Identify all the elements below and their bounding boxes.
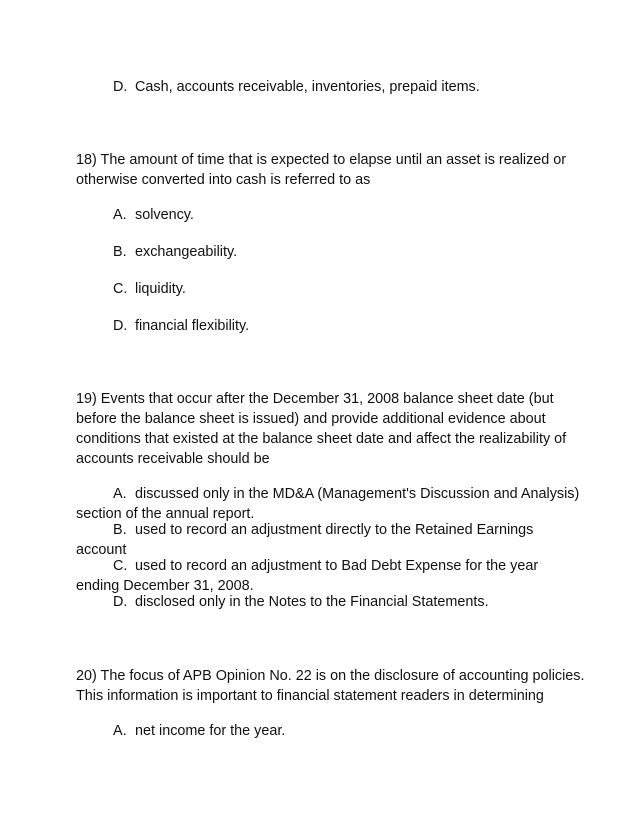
q19-stem-line-2: before the balance sheet is issued) and provide additional evidence about <box>76 411 546 427</box>
option-text: disclosed only in the Notes to the Financial Statements. <box>135 594 489 610</box>
option-text: discussed only in the MD&A (Management's Discussion and Analysis) <box>135 486 580 502</box>
q19-stem-line-1: 19) Events that occur after the December 31, 2008 balance sheet date (but <box>76 391 554 407</box>
option-text: used to record an adjustment to Bad Debt Expense for the year <box>135 558 539 574</box>
option-letter: D. <box>113 594 128 610</box>
option-letter: A. <box>113 723 127 739</box>
option-continuation: ending December 31, 2008. <box>76 578 254 594</box>
q19-stem-line-4: accounts receivable should be <box>76 451 270 467</box>
option-first-line <box>76 556 576 576</box>
option-letter: B. <box>113 522 127 538</box>
option-letter: D. <box>113 79 128 95</box>
q18-stem-line-1: 18) The amount of time that is expected to elapse until an asset is realized or <box>76 152 567 168</box>
q18-option-b <box>113 242 237 262</box>
option-letter: D. <box>113 318 128 334</box>
q20-stem-line-1: 20) The focus of APB Opinion No. 22 is on the disclosure of accounting policies. <box>76 668 585 684</box>
q18-option-d <box>113 316 249 336</box>
option-letter: C. <box>113 281 128 297</box>
option-text: financial flexibility. <box>135 318 250 334</box>
q19-option-d <box>76 592 576 612</box>
option-text: solvency. <box>135 207 194 223</box>
option-continuation: account <box>76 542 127 558</box>
q19-stem-line-3: conditions that existed at the balance sheet date and affect the realizability of <box>76 431 567 447</box>
option-text: exchangeability. <box>135 244 238 260</box>
option-first-line <box>76 484 580 504</box>
option-first-line <box>76 520 576 540</box>
q18-option-a <box>113 205 194 225</box>
option-text: net income for the year. <box>135 723 286 739</box>
option-text: liquidity. <box>135 281 186 297</box>
option-letter: A. <box>113 486 127 502</box>
option-letter: A. <box>113 207 127 223</box>
q17-option-d <box>113 77 480 97</box>
q20-stem-line-2: This information is important to financial statement readers in determining <box>76 688 544 704</box>
q20-option-a <box>113 721 285 741</box>
q18-option-c <box>113 279 186 299</box>
option-letter: C. <box>113 558 128 574</box>
option-text: Cash, accounts receivable, inventories, prepaid items. <box>135 79 480 95</box>
q19-option-c <box>76 556 576 596</box>
option-letter: B. <box>113 244 127 260</box>
option-first-line <box>76 592 576 612</box>
q18-stem-line-2: otherwise converted into cash is referred to as <box>76 172 371 188</box>
q19-option-b <box>76 520 576 560</box>
q19-option-a <box>76 484 580 524</box>
option-continuation: section of the annual report. <box>76 506 255 522</box>
option-text: used to record an adjustment directly to the Retained Earnings <box>135 522 534 538</box>
